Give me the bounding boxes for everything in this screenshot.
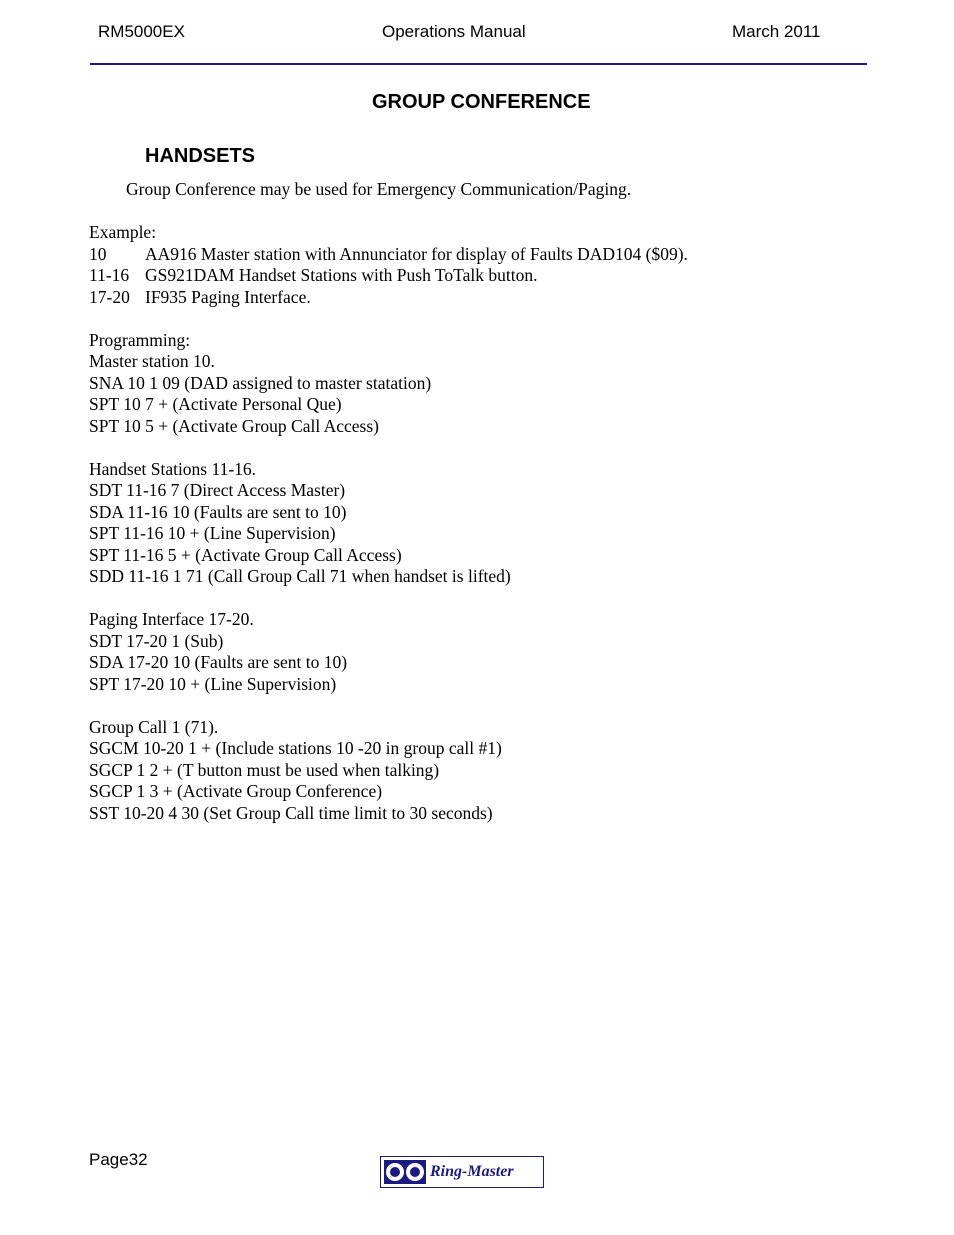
example-station-number: 17-20 bbox=[89, 286, 130, 307]
group-heading-group-call: Group Call 1 (71). bbox=[89, 716, 219, 737]
header-rule bbox=[90, 63, 867, 65]
spacer bbox=[89, 695, 688, 717]
program-command: SPT 17-20 10 + (Line Supervision) bbox=[89, 673, 337, 694]
program-command: SGCP 1 2 + (T button must be used when talking) bbox=[89, 759, 440, 780]
program-command: SPT 11-16 10 + (Line Supervision) bbox=[89, 523, 336, 543]
program-command: SPT 10 7 + (Activate Personal Que) bbox=[89, 394, 342, 414]
example-station-description: AA916 Master station with Annunciator for display of Faults DAD104 ($09). bbox=[145, 243, 688, 264]
spacer bbox=[89, 308, 688, 330]
program-command: SDT 17-20 1 (Sub) bbox=[89, 630, 224, 651]
example-station-number: 11-16 bbox=[89, 265, 130, 285]
document-body bbox=[89, 222, 688, 824]
header-doc-title: Operations Manual bbox=[382, 22, 526, 41]
spacer bbox=[89, 588, 688, 610]
group-heading-paging: Paging Interface 17-20. bbox=[89, 609, 254, 629]
program-command: SNA 10 1 09 (DAD assigned to master statation) bbox=[89, 372, 432, 393]
ring-master-logo bbox=[380, 1156, 544, 1188]
program-command: SST 10-20 4 30 (Set Group Call time limit to 30 seconds) bbox=[89, 802, 493, 823]
program-command: SDT 11-16 7 (Direct Access Master) bbox=[89, 480, 346, 500]
header-date: March 2011 bbox=[732, 22, 821, 41]
header-doc-id: RM5000EX bbox=[98, 22, 185, 41]
example-station-description: GS921DAM Handset Stations with Push ToTalk button. bbox=[145, 265, 538, 285]
logo-circle-icon bbox=[406, 1163, 424, 1181]
logo-circle-icon bbox=[386, 1163, 404, 1181]
group-heading-handsets: Handset Stations 11-16. bbox=[89, 458, 257, 479]
example-station-description: IF935 Paging Interface. bbox=[145, 286, 311, 307]
program-command: SPT 11-16 5 + (Activate Group Call Access) bbox=[89, 544, 402, 565]
example-station-number: 10 bbox=[89, 243, 107, 264]
example-row bbox=[89, 265, 688, 287]
program-command: SGCM 10-20 1 + (Include stations 10 -20 in group call #1) bbox=[89, 738, 502, 758]
logo-mark-icon bbox=[384, 1160, 426, 1184]
program-command: SDA 11-16 10 (Faults are sent to 10) bbox=[89, 501, 347, 522]
program-command: SDD 11-16 1 71 (Call Group Call 71 when handset is lifted) bbox=[89, 566, 511, 586]
page-title: GROUP CONFERENCE bbox=[372, 91, 591, 113]
page-number: Page32 bbox=[89, 1150, 148, 1169]
example-label: Example: bbox=[89, 222, 157, 242]
programming-label: Programming: bbox=[89, 329, 191, 350]
group-heading-master: Master station 10. bbox=[89, 351, 215, 371]
example-row bbox=[89, 287, 688, 309]
intro-paragraph: Group Conference may be used for Emergency Communication/Paging. bbox=[126, 179, 632, 199]
spacer bbox=[89, 437, 688, 459]
program-command: SGCP 1 3 + (Activate Group Conference) bbox=[89, 781, 383, 801]
logo-text: Ring-Master bbox=[430, 1163, 514, 1180]
example-row bbox=[89, 244, 688, 266]
program-command: SDA 17-20 10 (Faults are sent to 10) bbox=[89, 652, 348, 672]
section-heading: HANDSETS bbox=[145, 145, 256, 167]
program-command: SPT 10 5 + (Activate Group Call Access) bbox=[89, 415, 379, 436]
